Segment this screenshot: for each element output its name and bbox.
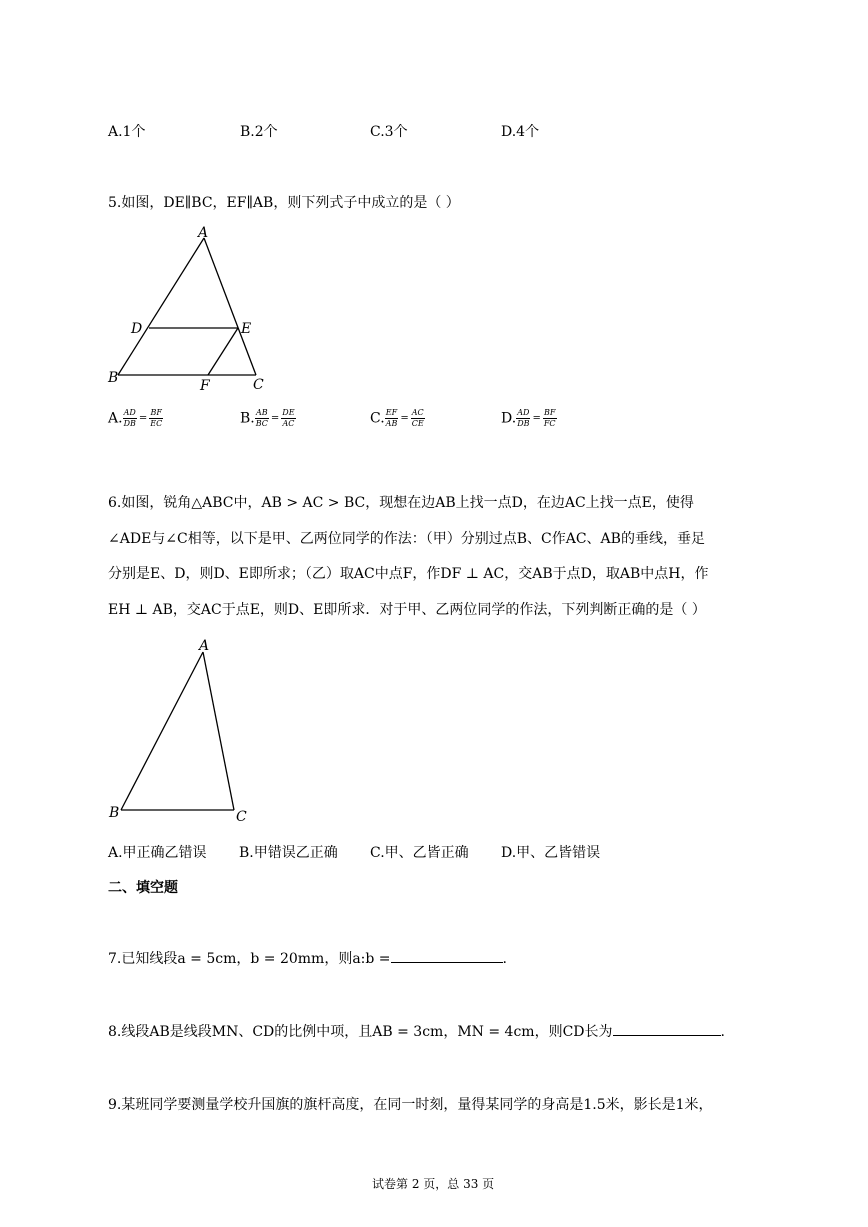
fraction xyxy=(516,408,530,429)
page-footer: 试卷第 2 页，总 33 页 xyxy=(372,1177,495,1191)
q5-label-a: A xyxy=(198,225,209,241)
q6-line-4: EH ⊥ AB，交AC于点E，则D、E即所求．对于甲、乙两位同学的作法，下列判断正确的是（ ） xyxy=(108,602,706,618)
denominator: FC xyxy=(543,419,556,428)
q8-end: . xyxy=(720,1024,725,1040)
q6-option-c: C.甲、乙皆正确 xyxy=(370,845,469,861)
q5-label-e: E xyxy=(241,321,252,337)
denominator: BC xyxy=(255,419,268,428)
q6-label-c: C xyxy=(236,809,247,825)
q6-side-ac xyxy=(203,652,234,810)
q6-option-b: B.甲错误乙正确 xyxy=(239,845,338,861)
fraction xyxy=(149,408,163,429)
q6-options xyxy=(108,842,808,866)
q6-side-ab xyxy=(121,652,203,810)
q5-label-d: D xyxy=(131,321,143,337)
q5-figure xyxy=(100,222,290,398)
q5-option-c-letter: C. xyxy=(370,410,385,427)
q5-label-b: B xyxy=(108,370,119,386)
denominator: CE xyxy=(411,419,424,428)
q5-option-b xyxy=(240,408,298,429)
q5-side-ac xyxy=(204,238,256,375)
numerator: AD xyxy=(517,408,530,417)
numerator: BF xyxy=(543,408,556,417)
q7-answer-blank[interactable] xyxy=(391,948,503,963)
fraction xyxy=(123,408,137,429)
section-title: 二、填空题 xyxy=(108,880,178,896)
denominator: DB xyxy=(123,419,136,428)
q7-text: 7.已知线段a = 5cm，b = 20mm，则a:b = xyxy=(108,951,391,967)
q5-label-c: C xyxy=(253,377,264,393)
fraction xyxy=(411,408,425,429)
q4-option-d: D.4个 xyxy=(501,124,540,140)
q5-option-a-letter: A. xyxy=(108,410,123,427)
q6-label-b: B xyxy=(109,805,120,821)
q6-line-3: 分别是E、D，则D、E即所求；（乙）取AC中点F，作DF ⊥ AC，交AB于点D，取AB中点H，作 xyxy=(108,566,709,582)
fraction xyxy=(255,408,269,429)
q4-options xyxy=(108,121,808,145)
q4-option-a: A.1个 xyxy=(108,124,146,140)
numerator: AB xyxy=(256,408,268,417)
q6-line-1: 6.如图，锐角△ABC中，AB > AC > BC，现想在边AB上找一点D，在边AC上找一点E，使得 xyxy=(108,495,694,511)
q5-segment-ef xyxy=(208,328,238,375)
q5-side-ab xyxy=(118,238,204,375)
q4-option-c: C.3个 xyxy=(370,124,408,140)
numerator: AD xyxy=(123,408,136,417)
q5-option-a xyxy=(108,408,165,429)
q7-end: . xyxy=(502,951,507,967)
q5-stem: 5.如图，DE∥BC，EF∥AB，则下列式子中成立的是（ ） xyxy=(108,195,460,211)
denominator: AB xyxy=(385,419,398,428)
equals-sign: = xyxy=(270,413,280,424)
q9-text: 9.某班同学要测量学校升国旗的旗杆高度，在同一时刻，量得某同学的身高是1.5米，影长是1米， xyxy=(108,1097,713,1113)
q8-text: 8.线段AB是线段MN、CD的比例中项，且AB = 3cm，MN = 4cm，则CD长为 xyxy=(108,1024,613,1040)
q5-option-c xyxy=(370,408,427,429)
q6-label-a: A xyxy=(199,638,210,654)
q4-option-b: B.2个 xyxy=(240,124,278,140)
q8-answer-blank[interactable] xyxy=(613,1021,721,1036)
denominator: DB xyxy=(517,419,530,428)
q6-option-a: A.甲正确乙错误 xyxy=(108,845,207,861)
fraction xyxy=(385,408,399,429)
equals-sign: = xyxy=(138,413,148,424)
equals-sign: = xyxy=(400,413,409,424)
q8 xyxy=(108,1021,725,1041)
denominator: AC xyxy=(282,419,295,428)
q5-option-d xyxy=(501,408,559,429)
q7 xyxy=(108,948,507,968)
q6-option-d: D.甲、乙皆错误 xyxy=(501,845,601,861)
equals-sign: = xyxy=(532,413,541,424)
numerator: DE xyxy=(282,408,295,417)
denominator: EC xyxy=(150,419,163,428)
fraction xyxy=(281,408,295,429)
numerator: AC xyxy=(411,408,424,417)
q5-option-b-letter: B. xyxy=(240,410,255,427)
q5-label-f: F xyxy=(200,378,210,394)
q5-options xyxy=(108,408,808,440)
numerator: EF xyxy=(385,408,398,417)
numerator: BF xyxy=(150,408,162,417)
q5-option-d-letter: D. xyxy=(501,410,517,427)
fraction xyxy=(543,408,557,429)
q6-figure xyxy=(100,630,270,830)
q6-line-2: ∠ADE与∠C相等，以下是甲、乙两位同学的作法：（甲）分别过点B、C作AC、AB的垂线，垂足 xyxy=(108,531,705,547)
